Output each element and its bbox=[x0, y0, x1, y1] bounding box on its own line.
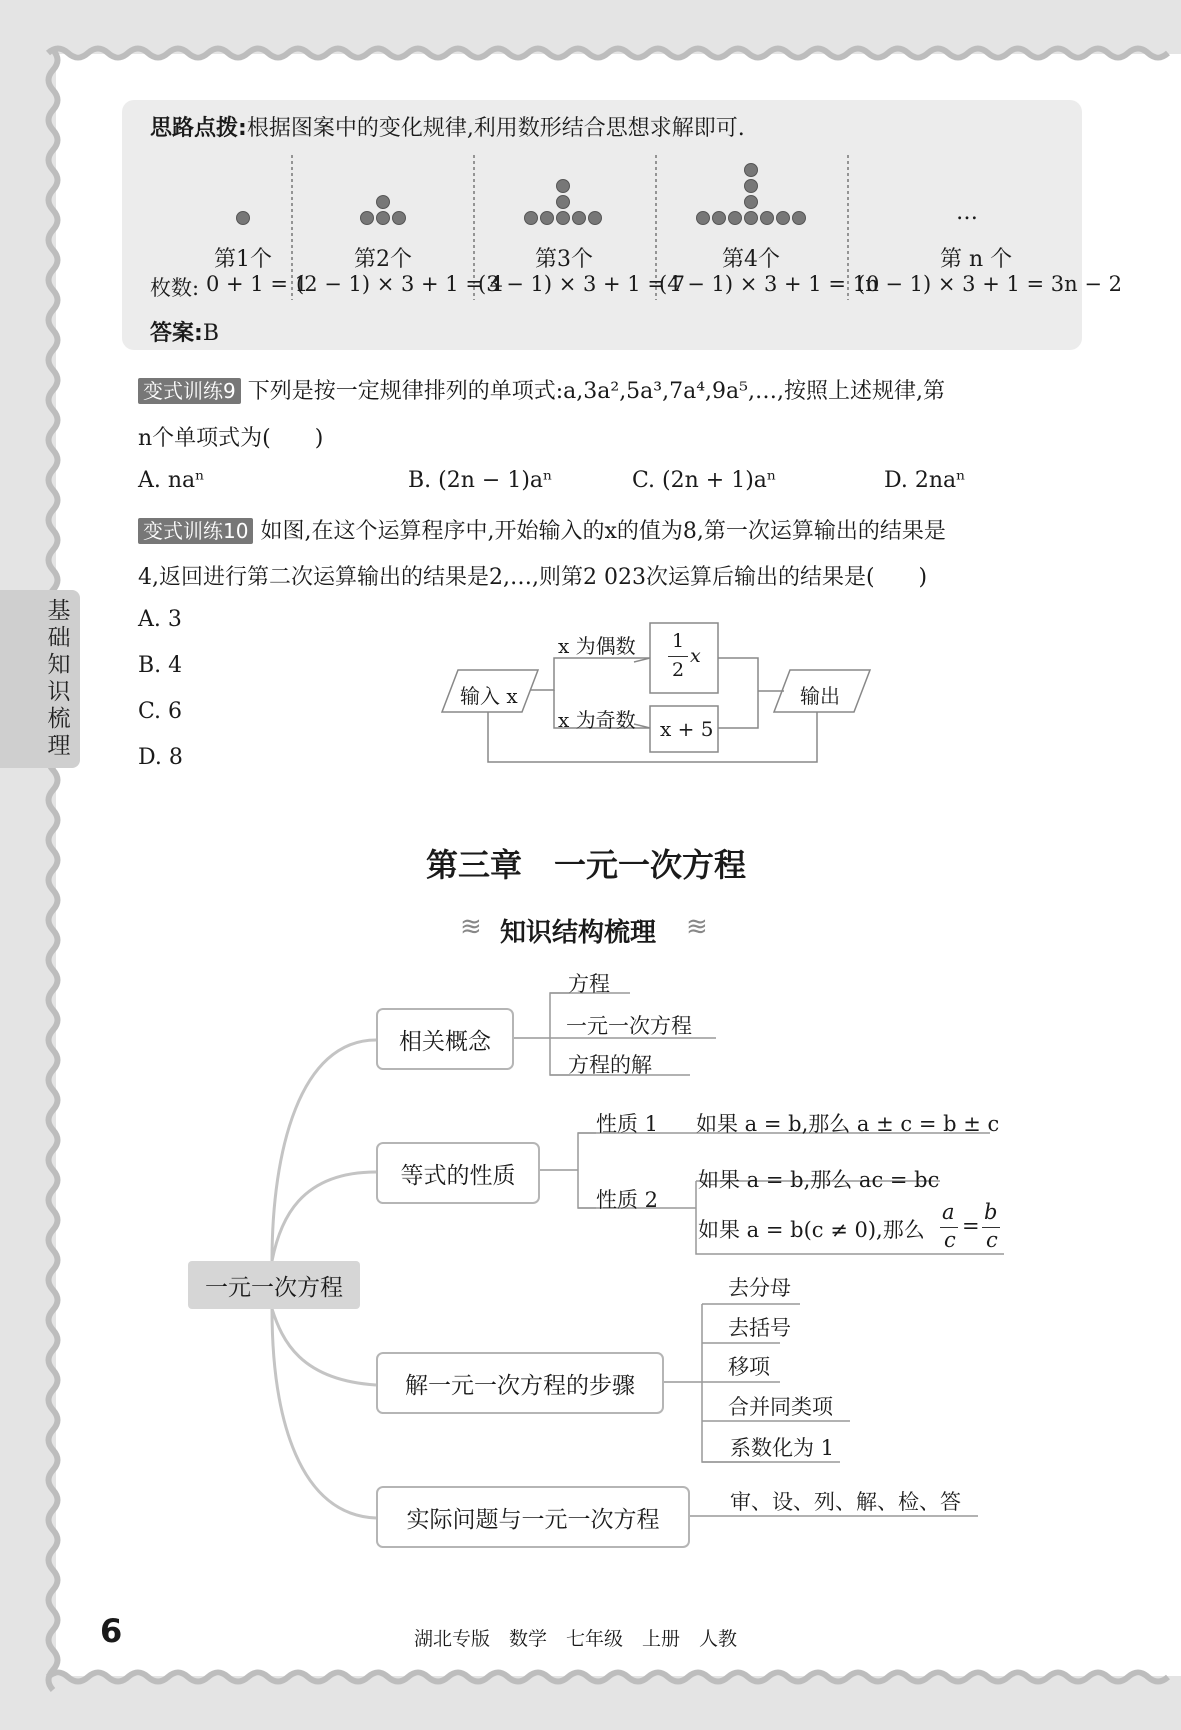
q9-option-a[interactable]: A. naⁿ bbox=[138, 468, 205, 493]
branch-concepts: 相关概念 bbox=[376, 1008, 514, 1070]
step-leaf-4: 合并同类项 bbox=[728, 1395, 833, 1419]
q9-option-b[interactable]: B. (2n − 1)aⁿ bbox=[408, 468, 553, 493]
pattern-name-1: 第1个 bbox=[214, 247, 272, 272]
q9-option-d[interactable]: D. 2naⁿ bbox=[884, 468, 966, 493]
frac-eq: = bbox=[962, 1214, 980, 1238]
step-leaf-1: 去分母 bbox=[728, 1276, 791, 1300]
property-1-text: 如果 a = b,那么 a ± c = b ± c bbox=[696, 1112, 1000, 1136]
pattern-name-4: 第4个 bbox=[722, 247, 780, 272]
q10-text1: 如图,在这个运算程序中,开始输入的x的值为8,第一次运算输出的结果是 bbox=[260, 519, 946, 544]
chapter-title: 第三章 一元一次方程 bbox=[426, 846, 747, 884]
frac-b-den: c bbox=[986, 1228, 998, 1252]
answer-label: 答案: bbox=[150, 321, 203, 346]
branch-practice: 实际问题与一元一次方程 bbox=[376, 1486, 690, 1548]
pattern-name-3: 第3个 bbox=[535, 247, 593, 272]
concept-leaf-2: 一元一次方程 bbox=[566, 1014, 692, 1038]
count-formula-2: (2 − 1) × 3 + 1 = 4 bbox=[296, 272, 503, 296]
flow-even-label: x 为偶数 bbox=[558, 634, 636, 658]
count-formula-3: (3 − 1) × 3 + 1 = 7 bbox=[478, 272, 685, 296]
q10-option-b[interactable]: B. 4 bbox=[138, 653, 183, 678]
wave-icon-left: ≋ bbox=[460, 912, 482, 942]
branch-properties: 等式的性质 bbox=[376, 1142, 540, 1204]
count-formula-1: 0 + 1 = 1 bbox=[206, 272, 308, 296]
q10-line2: 4,返回进行第二次运算输出的结果是2,…,则第2 023次运算后输出的结果是( ) bbox=[138, 565, 928, 590]
q9-line2: n个单项式为( ) bbox=[138, 426, 324, 451]
pattern-name-2: 第2个 bbox=[354, 247, 412, 272]
step-leaf-3: 移项 bbox=[728, 1355, 770, 1379]
hint-label: 思路点拨: bbox=[150, 116, 247, 141]
frac-b-num: b bbox=[984, 1200, 998, 1224]
pattern-name-n: 第 n 个 bbox=[940, 247, 1013, 272]
concept-leaf-3: 方程的解 bbox=[568, 1053, 652, 1077]
property-1-label: 性质 1 bbox=[596, 1112, 659, 1136]
step-leaf-5: 系数化为 1 bbox=[730, 1436, 835, 1460]
q9-tag: 变式训练9 bbox=[138, 378, 241, 404]
wave-icon-right: ≋ bbox=[686, 912, 708, 942]
frac-a-den: c bbox=[944, 1228, 956, 1252]
pattern-ellipsis: … bbox=[956, 200, 978, 225]
flow-input: 输入 x bbox=[460, 684, 518, 708]
frac-a-num: a bbox=[942, 1200, 955, 1224]
flow-output: 输出 bbox=[800, 684, 840, 708]
property-2-text-a: 如果 a = b,那么 ac = bc bbox=[698, 1168, 940, 1192]
decorative-wavy-border-bottom bbox=[48, 1668, 1181, 1686]
flow-plus-box: x + 5 bbox=[660, 717, 714, 741]
footer-text: 湖北专版 数学 七年级 上册 人教 bbox=[414, 1628, 738, 1650]
hint-text: 根据图案中的变化规律,利用数形结合思想求解即可. bbox=[246, 116, 745, 141]
mindmap-root: 一元一次方程 bbox=[188, 1261, 360, 1309]
side-tab-label: 基础知识梳理 bbox=[47, 598, 71, 759]
property-2-text-b: 如果 a = b(c ≠ 0),那么 bbox=[698, 1218, 925, 1242]
q9-option-c[interactable]: C. (2n + 1)aⁿ bbox=[632, 468, 777, 493]
q10-option-a[interactable]: A. 3 bbox=[138, 607, 182, 632]
page-number: 6 bbox=[100, 1612, 123, 1650]
concept-leaf-1: 方程 bbox=[568, 972, 610, 996]
q10-option-d[interactable]: D. 8 bbox=[138, 745, 183, 770]
count-formula-4: (4 − 1) × 3 + 1 = 10 bbox=[659, 272, 880, 296]
q10-tag: 变式训练10 bbox=[138, 518, 253, 544]
q9-text1: 下列是按一定规律排列的单项式:a,3a²,5a³,7a⁴,9a⁵,…,按照上述规律,第 bbox=[247, 379, 945, 404]
q10-option-c[interactable]: C. 6 bbox=[138, 699, 183, 724]
flow-frac-num: 1 bbox=[672, 630, 685, 652]
flow-frac-den: 2 bbox=[672, 659, 685, 681]
step-leaf-2: 去括号 bbox=[728, 1316, 791, 1340]
flow-odd-label: x 为奇数 bbox=[558, 708, 636, 732]
section-title: 知识结构梳理 bbox=[500, 918, 657, 948]
flow-frac-var: x bbox=[690, 645, 701, 667]
branch-steps: 解一元一次方程的步骤 bbox=[376, 1352, 664, 1414]
property-2-label: 性质 2 bbox=[596, 1188, 659, 1212]
answer-value: B bbox=[202, 321, 219, 346]
count-label: 枚数: bbox=[150, 276, 200, 300]
count-formula-n: (n − 1) × 3 + 1 = 3n − 2 bbox=[857, 272, 1122, 296]
practice-leaf: 审、设、列、解、检、答 bbox=[730, 1490, 961, 1514]
